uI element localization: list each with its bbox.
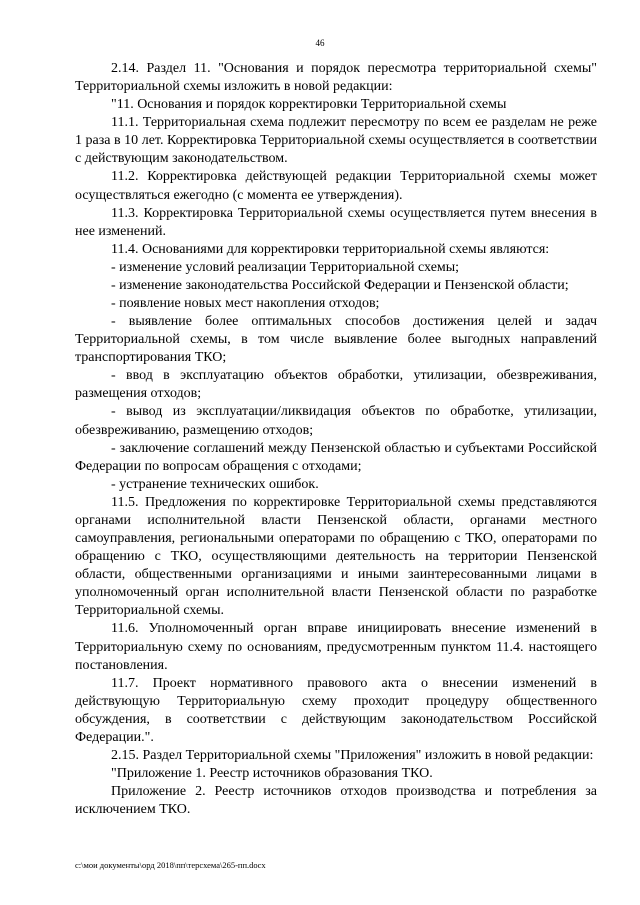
list-item: - изменение законодательства Российской Федерации и Пензенской области; [111, 277, 569, 293]
paragraph: Приложение 2. Реестр источников отходов производства и потребления за исключением ТКО. [75, 784, 597, 818]
paragraph: 11.5. Предложения по корректировке Территориальной схемы представляются органами исполнительной власти Пензенской области, органами местного самоуправления, региональными операторами по обращению с ТКО, операторами по обращению с ТКО, осуществляющими деятельность на территории Пензенской области, общественными организациями и иными заинтересованными лицами в уполномоченный орган исполнительной власти Пензенской области по разработке Территориальной схемы. [75, 494, 597, 619]
paragraph: 11.4. Основаниями для корректировки территориальной схемы являются: [111, 241, 550, 257]
paragraph: "11. Основания и порядок корректировки Территориальной схемы [111, 97, 507, 113]
paragraph: 11.3. Корректировка Территориальной схемы осуществляется путем внесения в нее изменений. [75, 205, 597, 239]
footer-file-path: c:\мои документы\орд 2018\пп\терсхема\265-пп.docx [75, 860, 266, 870]
paragraph: 2.14. Раздел 11. "Основания и порядок пересмотра территориальной схемы" Территориальной схемы изложить в новой редакции: [75, 61, 597, 95]
paragraph: 11.1. Территориальная схема подлежит пересмотру по всем ее разделам не реже 1 раза в 10 лет. Корректировка Территориальной схемы осуществляется в соответствии с действующим законодательством. [75, 115, 597, 167]
paragraph: 11.7. Проект нормативного правового акта о внесении изменений в действующую Территориальную схему проходит процедуру общественного обсуждения, в соответствии с действующим законодательством Российской Федерации.". [75, 675, 597, 745]
list-item: - заключение соглашений между Пензенской областью и субъектами Российской Федерации по вопросам обращения с отходами; [75, 440, 597, 474]
paragraph: 11.2. Корректировка действующей редакции Территориальной схемы может осуществляться ежегодно (с момента ее утверждения). [75, 169, 597, 203]
paragraph: 2.15. Раздел Территориальной схемы "Приложения" изложить в новой редакции: [111, 747, 594, 763]
list-item: - ввод в эксплуатацию объектов обработки, утилизации, обезвреживания, размещения отходов; [75, 368, 597, 402]
paragraph: "Приложение 1. Реестр источников образования ТКО. [111, 766, 433, 782]
list-item: - изменение условий реализации Территориальной схемы; [111, 259, 460, 275]
page-number: 46 [315, 38, 325, 48]
list-item: - появление новых мест накопления отходов; [111, 296, 380, 312]
list-item: - выявление более оптимальных способов достижения целей и задач Территориальной схемы, в том числе выявление более выгодных направлений транспортирования ТКО; [75, 314, 597, 366]
paragraph: 11.6. Уполномоченный орган вправе инициировать внесение изменений в Территориальную схему по основаниям, предусмотренным пунктом 11.4. настоящего постановления. [75, 621, 597, 673]
list-item: - устранение технических ошибок. [111, 476, 319, 492]
list-item: - вывод из эксплуатации/ликвидация объектов по обработке, утилизации, обезвреживанию, размещению отходов; [75, 404, 597, 438]
document-body [75, 60, 597, 819]
